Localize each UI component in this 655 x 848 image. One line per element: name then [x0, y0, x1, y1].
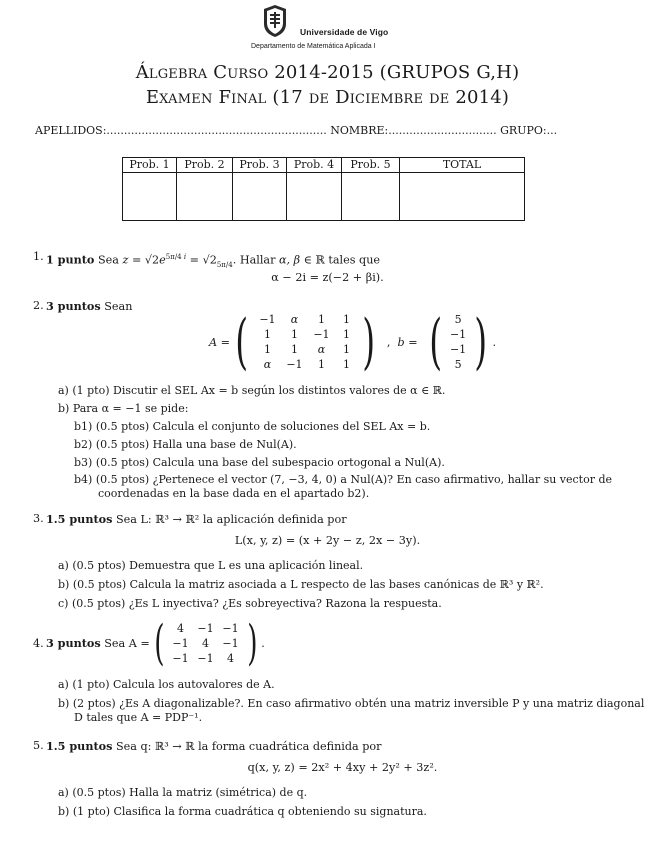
student-id-line — [35, 124, 557, 137]
problem-points: 1 punto — [46, 252, 95, 267]
matrix-entry: 1 — [290, 328, 298, 341]
score-header: TOTAL — [400, 158, 525, 173]
score-cell[interactable] — [177, 173, 233, 221]
matrix-entry: 1 — [317, 313, 325, 326]
problem-3-a: a) (0.5 ptos) Demuestra que L es una aplicación lineal. — [58, 559, 364, 572]
nombre-label: NOMBRE: — [330, 124, 389, 137]
problem-5-b: b) (1 pto) Clasifica la forma cuadrática q obteniendo su signatura. — [58, 805, 427, 818]
score-header: Prob. 4 — [287, 158, 342, 173]
matrix-entry: α — [290, 313, 299, 326]
matrix-entry: −1 — [197, 651, 214, 665]
problem-4-b: b) (2 ptos) ¿Es A diagonalizable?. En caso afirmativo obtén una matriz inversible P y una matriz diagonal D tales que A = PDP⁻¹. — [58, 697, 645, 724]
matrix-entry: −1 — [449, 343, 467, 356]
matrix-entry: 1 — [317, 358, 325, 371]
problem-3-b: b) (0.5 ptos) Calcula la matriz asociada a L respecto de las bases canónicas de ℝ³ y ℝ². — [58, 578, 544, 591]
problem-2-b: b) Para α = −1 se pide: — [58, 402, 189, 415]
university-seal-icon — [262, 4, 288, 38]
matrix-entry: −1 — [449, 328, 467, 341]
score-table — [122, 157, 525, 221]
matrix-entry: 1 — [290, 343, 298, 356]
score-cell[interactable] — [233, 173, 287, 221]
problem-4-a: a) (1 pto) Calcula los autovalores de A. — [58, 678, 275, 691]
matrix-entry: 1 — [342, 313, 350, 326]
score-cell[interactable] — [342, 173, 400, 221]
score-header: Prob. 3 — [233, 158, 287, 173]
matrix-entry: 5 — [454, 313, 462, 326]
problem-2-b4: b4) (0.5 ptos) ¿Pertenece el vector (7, −3, 4, 0) a Nul(A)? En caso afirmativo, hallar su vector de coordenadas en la base dada en el apartado b2). — [74, 473, 613, 500]
problem-statement: 1.5 puntos Sea q: ℝ³ → ℝ la forma cuadrática definida por — [46, 739, 382, 753]
problem-number: 3. — [33, 512, 44, 525]
exam-title-line2: Examen Final (17 de Diciembre de 2014) — [145, 87, 510, 108]
matrix-entry: 1 — [342, 343, 350, 356]
matrix-entry: −1 — [222, 621, 239, 635]
matrix-entry: 5 — [454, 358, 462, 371]
problem-statement: 1 punto Sea $z = √2e^{5\pi/4 i} = √2_{5\pi/4}$. Hallar α, β ∈ ℝ tales que — [46, 252, 381, 269]
matrix-entry: −1 — [172, 636, 189, 650]
matrix-A — [253, 312, 357, 372]
matrix-entry: −1 — [222, 636, 239, 650]
nombre-field[interactable]: ............................... — [388, 124, 497, 137]
problem-5-a: a) (0.5 ptos) Halla la matriz (simétrica) de q. — [58, 786, 308, 799]
apellidos-label: APELLIDOS: — [35, 124, 107, 137]
score-header: Prob. 5 — [342, 158, 400, 173]
matrix-entry: 1 — [342, 358, 350, 371]
department-name: Departamento de Matemática Aplicada I — [251, 43, 376, 50]
problem-points: 3 puntos — [46, 636, 101, 650]
problem-number: 5. — [33, 739, 44, 752]
problem-1-equation: α − 2i = z(−2 + βi). — [271, 271, 384, 284]
matrix-entry: α — [263, 358, 272, 371]
problem-number: 1. — [33, 250, 44, 263]
score-cell[interactable] — [123, 173, 177, 221]
problem-number: 2. — [33, 299, 44, 312]
problem-statement: 1.5 puntos Sea L: ℝ³ → ℝ² la aplicación definida por — [46, 512, 347, 526]
problem-number: 4. — [33, 636, 44, 650]
matrix-entry: −1 — [286, 358, 303, 371]
problem-2-a: a) (1 pto) Discutir el SEL Ax = b según los distintos valores de α ∈ ℝ. — [58, 384, 446, 397]
problem-points: 1.5 puntos — [46, 739, 113, 753]
problem-5-equation: q(x, y, z) = 2x² + 4xy + 2y² + 3z². — [247, 761, 438, 774]
matrix-entry: −1 — [259, 313, 276, 326]
matrix-entry: −1 — [197, 621, 214, 635]
score-header: Prob. 2 — [177, 158, 233, 173]
matrix-entry: α — [317, 343, 326, 356]
grupo-field[interactable]: GRUPO:... — [500, 124, 558, 137]
university-name: Universidade de Vigo — [300, 27, 389, 37]
vector-b — [447, 312, 469, 372]
problem-2-b3: b3) (0.5 ptos) Calcula una base del subespacio ortogonal a Nul(A). — [74, 456, 445, 469]
matrix-entry: 4 — [202, 636, 210, 650]
problem-2-b2: b2) (0.5 ptos) Halla una base de Nul(A). — [74, 438, 297, 451]
problem-3-equation: L(x, y, z) = (x + 2y − z, 2x − 3y). — [234, 534, 421, 547]
matrix-entry: 4 — [227, 651, 235, 665]
matrix-entry: 1 — [263, 343, 271, 356]
score-header: Prob. 1 — [123, 158, 177, 173]
exam-title-line1: Álgebra Curso 2014-2015 (GRUPOS G,H) — [135, 62, 520, 83]
problem-2-matrices: A = ( −1 α 1 1 1 1 −1 1 1 1 α 1 α −1 1 1 ) , b = ( 5 −1 −1 5 ) . — [209, 307, 497, 377]
matrix-entry: 1 — [342, 328, 350, 341]
problem-2-b1: b1) (0.5 ptos) Calcula el conjunto de soluciones del SEL Ax = b. — [74, 420, 431, 433]
problem-statement: 3 puntos Sean — [46, 299, 133, 313]
problem-points: 1.5 puntos — [46, 512, 113, 526]
problem-statement: 3 puntos Sea A = ( 4 −1 −1 −1 4 −1 −1 −1 4 ) . — [46, 615, 265, 671]
matrix-entry: 4 — [177, 621, 185, 635]
problem-points: 3 puntos — [46, 299, 101, 313]
matrix-A — [169, 621, 243, 666]
score-cell[interactable] — [287, 173, 342, 221]
problem-3-c: c) (0.5 ptos) ¿Es L inyectiva? ¿Es sobreyectiva? Razona la respuesta. — [58, 597, 442, 610]
matrix-entry: −1 — [172, 651, 189, 665]
matrix-entry: −1 — [313, 328, 330, 341]
score-cell[interactable] — [400, 173, 525, 221]
apellidos-field[interactable]: ............................................................... — [106, 124, 327, 137]
matrix-entry: 1 — [263, 328, 271, 341]
